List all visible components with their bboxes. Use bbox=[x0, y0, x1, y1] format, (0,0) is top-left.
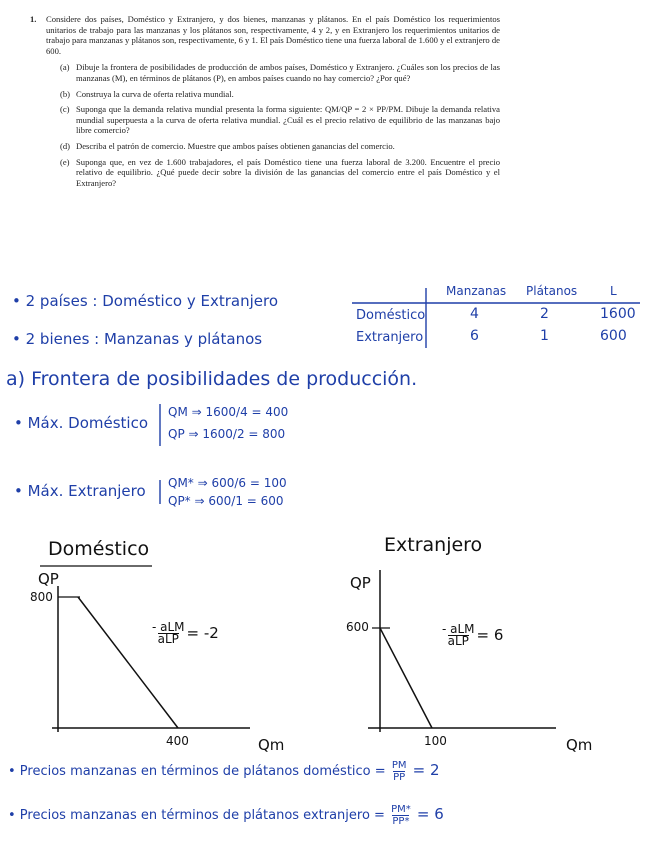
graph-foreign-slope bbox=[440, 624, 503, 647]
slope-den: aLP bbox=[157, 632, 179, 646]
graph-foreign-x-label: Qm bbox=[566, 736, 593, 754]
graph-domestic-slope bbox=[150, 622, 219, 645]
table-cell: 4 bbox=[470, 306, 479, 322]
price-foreign bbox=[8, 804, 444, 827]
graph-foreign-title: Extranjero bbox=[384, 534, 483, 556]
price-den: PP* bbox=[392, 816, 410, 827]
price-value: = 2 bbox=[412, 761, 440, 779]
price-domestic bbox=[8, 760, 440, 783]
graph-foreign-y-intercept: 600 bbox=[346, 620, 369, 634]
max-foreign-qp: QP* ⇒ 600/1 = 600 bbox=[168, 494, 284, 508]
price-domestic-text: • Precios manzanas en términos de plátanos doméstico = bbox=[8, 764, 386, 779]
part-label: (b) bbox=[60, 88, 71, 99]
graph-foreign bbox=[368, 570, 556, 732]
max-foreign-label: • Máx. Extranjero bbox=[14, 482, 146, 500]
problem-intro: Considere dos países, Doméstico y Extranjero, y dos bienes, manzanas y plátanos. En el país Doméstico los requerimientos unitarios de trabajo para las manzanas y los plátanos son, respectivamente, 4 y 2, y en Extranjero los requerimientos unitarios de trabajo para manzanas y plátanos son, respectivamente, 6 y 1. El país Doméstico tiene una fuerza laboral de 1.600 y el extranjero de 600. bbox=[46, 14, 500, 56]
table-cell: 6 bbox=[470, 328, 479, 344]
table-row-foreign: Extranjero bbox=[356, 330, 424, 345]
graph-domestic bbox=[40, 566, 250, 732]
price-num: PM* bbox=[391, 804, 411, 815]
graph-domestic-x-intercept: 400 bbox=[166, 734, 189, 748]
table-header-labor: L bbox=[610, 284, 617, 298]
graph-domestic-x-label: Qm bbox=[258, 736, 285, 754]
part-text: Dibuje la frontera de posibilidades de producción de ambos países, Doméstico y Extranjero. ¿Cuáles son los precios de las manzanas (M), en términos de plátanos (P), en ambos países cuando no hay comercio? ¿Por qué? bbox=[76, 62, 500, 83]
note-goods: • 2 bienes : Manzanas y plátanos bbox=[12, 330, 263, 348]
slope-num: - aLM bbox=[442, 622, 475, 636]
price-den: PP bbox=[393, 772, 406, 783]
price-foreign-text: • Precios manzanas en términos de plátanos extranjero = bbox=[8, 808, 385, 823]
graph-domestic-y-intercept: 800 bbox=[30, 590, 53, 604]
table-cell: 2 bbox=[540, 306, 549, 322]
graph-domestic-title: Doméstico bbox=[48, 538, 150, 560]
note-countries: • 2 países : Doméstico y Extranjero bbox=[12, 292, 279, 310]
table-cell: 600 bbox=[600, 328, 627, 344]
slope-num: - aLM bbox=[152, 620, 185, 634]
max-foreign-qm: QM* ⇒ 600/6 = 100 bbox=[168, 476, 287, 490]
price-num: PM bbox=[391, 760, 407, 771]
max-domestic-qp: QP ⇒ 1600/2 = 800 bbox=[168, 427, 286, 441]
max-domestic-label: • Máx. Doméstico bbox=[14, 414, 149, 432]
slope-den: aLP bbox=[447, 634, 469, 648]
section-a-heading: a) Frontera de posibilidades de producción. bbox=[6, 368, 418, 390]
slope-value: = -2 bbox=[186, 624, 219, 642]
table-cell: 1600 bbox=[600, 306, 636, 322]
part-text: Describa el patrón de comercio. Muestre que ambos países obtienen ganancias del comercio. bbox=[76, 140, 395, 151]
max-domestic-qm: QM ⇒ 1600/4 = 400 bbox=[168, 405, 289, 419]
slope-value: = 6 bbox=[476, 626, 504, 644]
problem-number: 1. bbox=[30, 14, 37, 24]
part-label: (a) bbox=[60, 62, 70, 73]
table-header-apples: Manzanas bbox=[446, 284, 507, 298]
part-label: (c) bbox=[60, 104, 70, 115]
ppf-line bbox=[78, 597, 178, 728]
table-row-domestic: Doméstico bbox=[356, 308, 426, 323]
table-cell: 1 bbox=[540, 328, 549, 344]
price-value: = 6 bbox=[416, 805, 444, 823]
part-text: Suponga que, en vez de 1.600 trabajadores, el país Doméstico tiene una fuerza laboral de 3.200. Encuentre el precio relativo de equilibrio. ¿Qué puede decir sobre la división de las ganancias del comercio entre el país Doméstico y el Extranjero? bbox=[76, 156, 500, 188]
part-label: (e) bbox=[60, 156, 70, 167]
ppf-line bbox=[380, 628, 432, 728]
part-label: (d) bbox=[60, 140, 71, 151]
graph-foreign-x-intercept: 100 bbox=[424, 734, 447, 748]
part-text: Construya la curva de oferta relativa mundial. bbox=[76, 88, 234, 99]
table-header-bananas: Plátanos bbox=[526, 284, 578, 298]
graph-domestic-y-label: QP bbox=[38, 570, 59, 588]
graph-foreign-y-label: QP bbox=[350, 574, 371, 592]
part-text: Suponga que la demanda relativa mundial presenta la forma siguiente: QM/QP = 2 × PP/PM. Dibuje la demanda relativa mundial superpuesta a la curva de oferta relativa mundial. ¿Cuál es el precio relativo de equilibrio de las manzanas bajo libre comercio? bbox=[76, 104, 500, 136]
